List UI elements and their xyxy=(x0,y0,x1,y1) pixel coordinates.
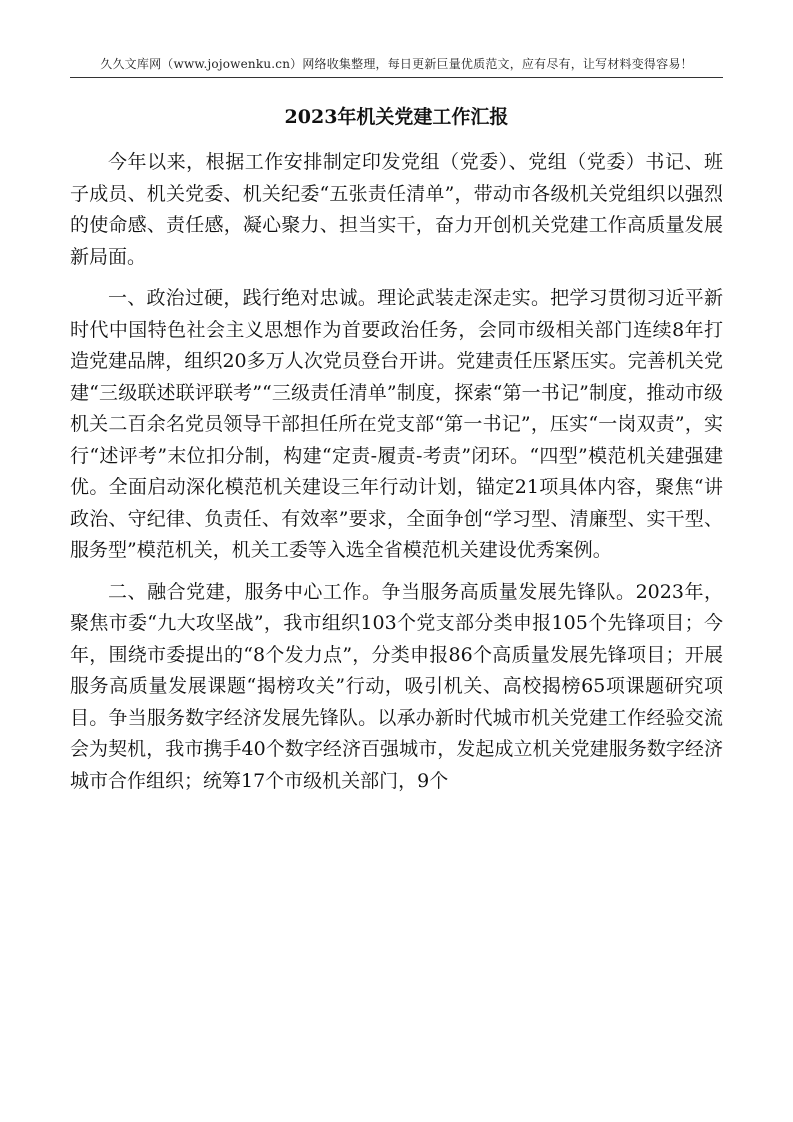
document-title: 2023年机关党建工作汇报 xyxy=(284,106,509,128)
paragraph-intro: 今年以来，根据工作安排制定印发党组（党委）、党组（党委）书记、班子成员、机关党委、机关纪委“五张责任清单”，带动市各级机关党组织以强烈的使命感、责任感，凝心聚力、担当实干，奋力开创机关党建工作高质量发展新局面。 xyxy=(70,151,723,268)
header-divider xyxy=(70,77,723,78)
paragraph-section-1: 一、政治过硬，践行绝对忠诚。理论武装走深走实。把学习贯彻习近平新时代中国特色社会主义思想作为首要政治任务，会同市级相关部门连续8年打造党建品牌，组织20多万人次党员登台开讲。党建责任压紧压实。完善机关党建“三级联述联评联考”“三级责任清单”制度，探索“第一书记”制度，推动市级机关二百余名党员领导干部担任所在党支部“第一书记”，压实“一岗双责”，实行“述评考”末位扣分制，构建“定责-履责-考责”闭环。“四型”模范机关建强建优。全面启动深化模范机关建设三年行动计划，锚定21项具体内容，聚焦“讲政治、守纪律、负责任、有效率”要求，全面争创“学习型、清廉型、实干型、服务型”模范机关，机关工委等入选全省模范机关建设优秀案例。 xyxy=(70,287,723,561)
document-body xyxy=(70,147,723,797)
page-header: 久久文库网（www.jojowenku.cn）网络收集整理，每日更新巨量优质范文，应有尽有，让写材料变得容易！ xyxy=(100,57,693,71)
paragraph-section-2: 二、融合党建，服务中心工作。争当服务高质量发展先锋队。2023年，聚焦市委“九大攻坚战”，我市组织103个党支部分类申报105个先锋项目；今年，围绕市委提出的“8个发力点”，分类申报86个高质量发展先锋项目；开展服务高质量发展课题“揭榜攻关”行动，吸引机关、高校揭榜65项课题研究项目。争当服务数字经济发展先锋队。以承办新时代城市机关党建工作经验交流会为契机，我市携手40个数字经济百强城市，发起成立机关党建服务数字经济城市合作组织；统筹17个市级机关部门，9个 xyxy=(70,580,723,792)
